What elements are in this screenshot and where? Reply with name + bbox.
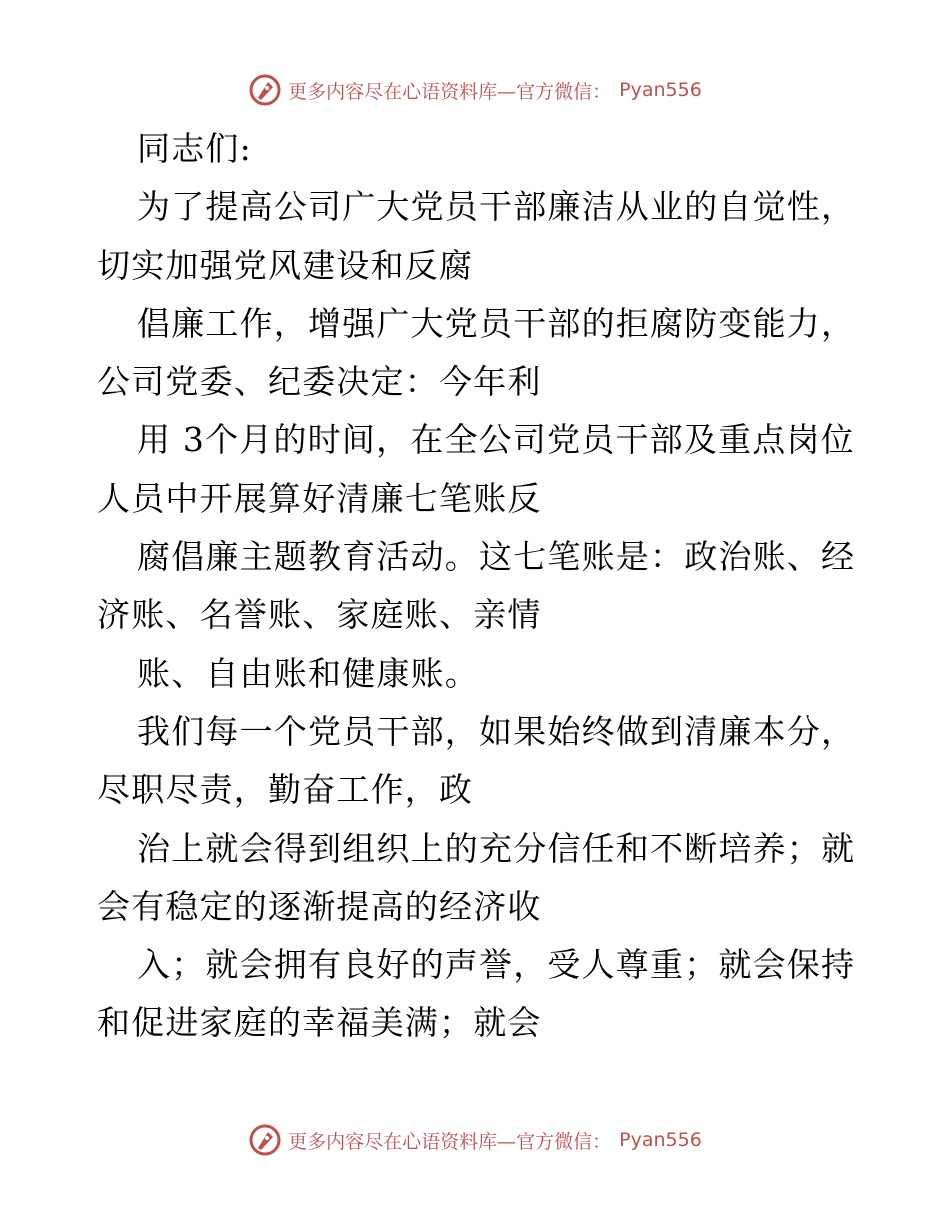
- body-line: 切实加强党风建设和反腐: [97, 245, 474, 285]
- footer-wechat-id: Pyan556: [619, 1129, 702, 1151]
- footer-banner: [0, 1120, 950, 1160]
- body-line: 公司党委、纪委决定：今年利: [97, 362, 542, 402]
- header-banner: [0, 70, 950, 110]
- header-wechat-id: Pyan556: [619, 79, 702, 101]
- body-line: 同志们:: [137, 129, 252, 168]
- pen-nib-logo-icon: [248, 73, 282, 107]
- body-line: 入；就会拥有良好的声誉，受人尊重；就会保持: [137, 945, 856, 985]
- body-line: 账、自由账和健康账。: [137, 653, 479, 693]
- body-line: 尽职尽责，勤奋工作，政: [97, 770, 474, 810]
- header-banner-text: 更多内容尽在心语资料库—官方微信：: [288, 80, 612, 103]
- body-line: 用 3个月的时间，在全公司党员干部及重点岗位: [137, 420, 855, 460]
- footer-banner-text: 更多内容尽在心语资料库—官方微信：: [288, 1130, 612, 1153]
- body-line: 腐倡廉主题教育活动。这七笔账是：政治账、经: [137, 537, 856, 577]
- body-line: 为了提高公司广大党员干部廉洁从业的自觉性，: [137, 187, 856, 227]
- body-line: 济账、名誉账、家庭账、亲情: [97, 595, 542, 635]
- body-line: 会有稳定的逐渐提高的经济收: [97, 886, 542, 926]
- body-line: 倡廉工作，增强广大党员干部的拒腐防变能力，: [137, 303, 856, 343]
- body-line: 和促进家庭的幸福美满；就会: [97, 1003, 542, 1043]
- body-line: 人员中开展算好清廉七笔账反: [97, 478, 542, 518]
- body-line: 治上就会得到组织上的充分信任和不断培养；就: [137, 828, 856, 868]
- pen-nib-logo-icon: [248, 1123, 282, 1157]
- body-line: 我们每一个党员干部，如果始终做到清廉本分，: [137, 711, 856, 751]
- document-body: [97, 120, 857, 1053]
